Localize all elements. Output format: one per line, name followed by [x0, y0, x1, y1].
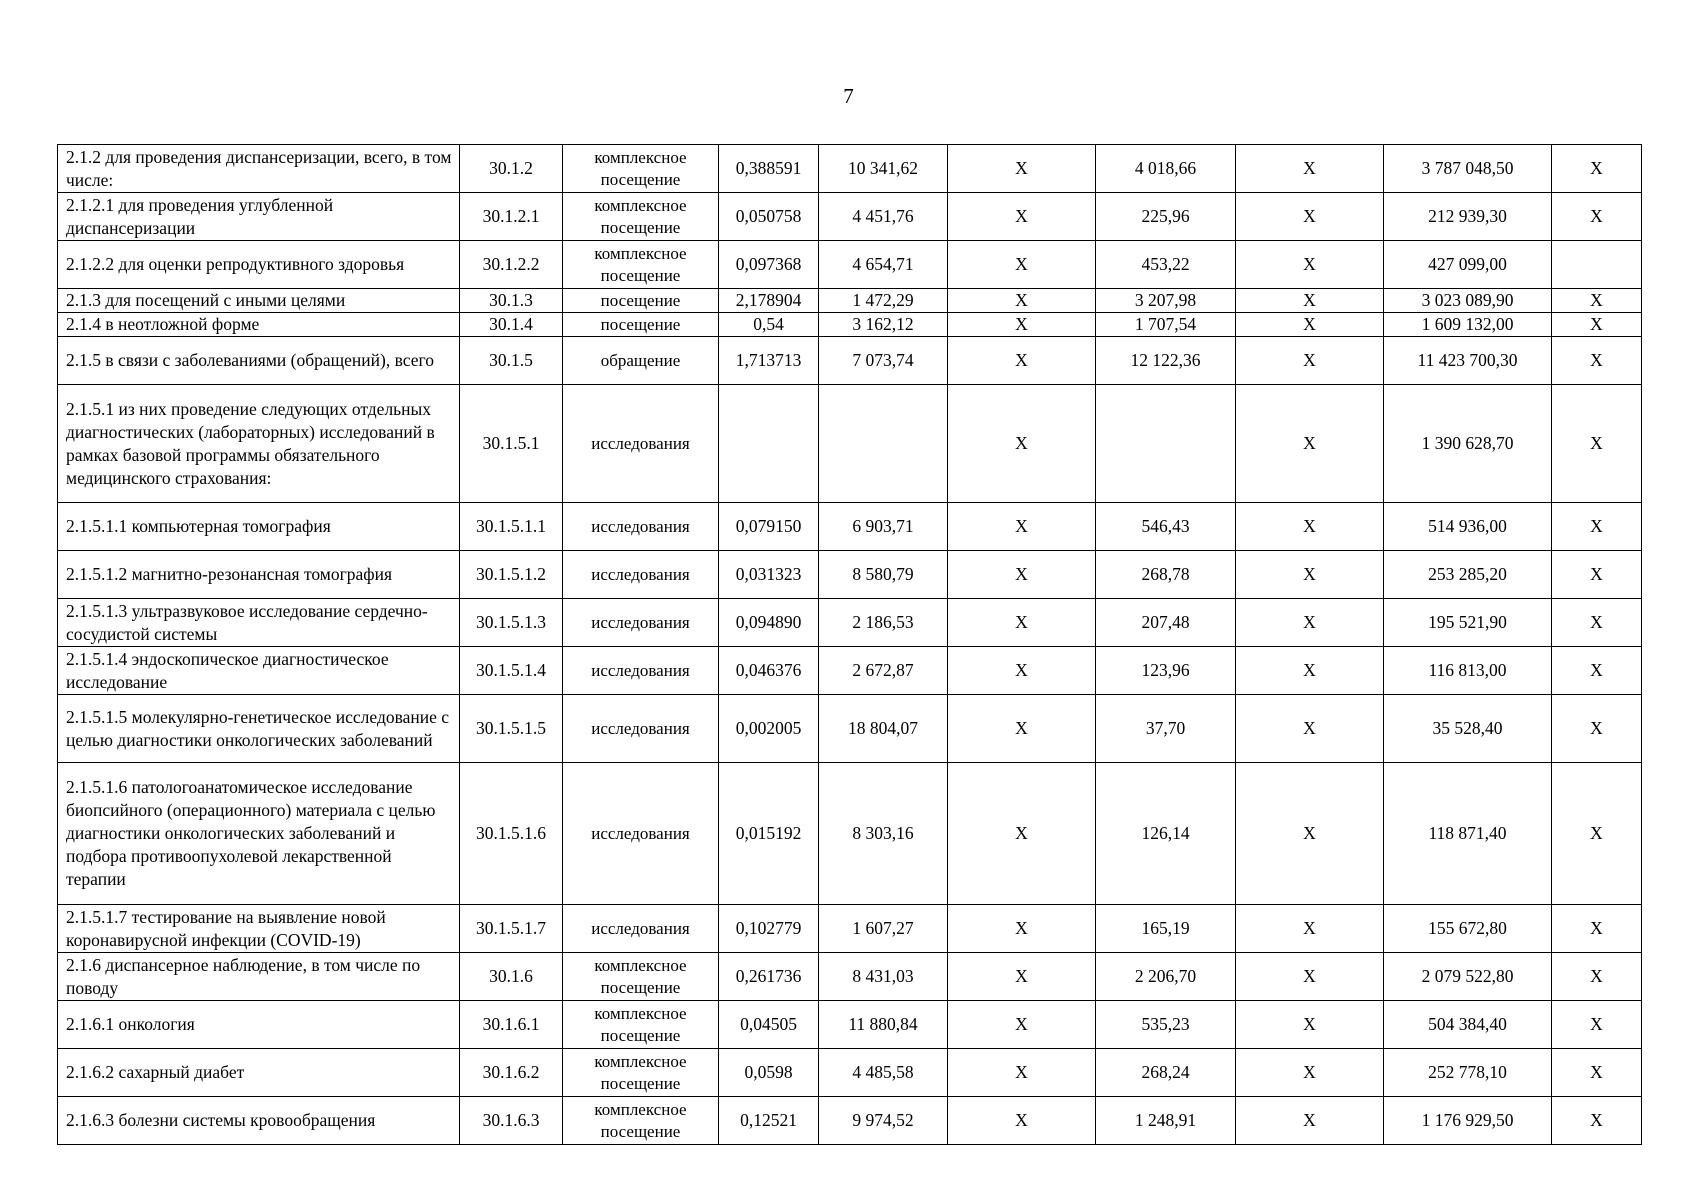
row-cost: 11 880,84: [819, 1001, 948, 1049]
row-norm: 0,031323: [719, 551, 819, 599]
row-col-6: X: [948, 241, 1096, 289]
row-name: 2.1.3 для посещений с иными целями: [58, 289, 460, 313]
row-col-9: 1 176 929,50: [1384, 1097, 1552, 1145]
row-col-7: 225,96: [1096, 193, 1236, 241]
row-col-10: X: [1552, 695, 1642, 763]
row-name: 2.1.5.1.5 молекулярно-генетическое исследование с целью диагностики онкологических заболеваний: [58, 695, 460, 763]
row-unit: обращение: [563, 337, 719, 385]
row-cost: 8 303,16: [819, 763, 948, 905]
row-cost: 4 451,76: [819, 193, 948, 241]
row-col-7: 268,24: [1096, 1049, 1236, 1097]
row-unit: исследования: [563, 503, 719, 551]
row-code: 30.1.5.1.3: [460, 599, 563, 647]
financing-table: [57, 144, 1642, 1145]
row-norm: 0,54: [719, 313, 819, 337]
row-col-9: 514 936,00: [1384, 503, 1552, 551]
table-row: [58, 1049, 1642, 1097]
row-col-6: X: [948, 905, 1096, 953]
row-col-8: X: [1236, 289, 1384, 313]
row-col-7: [1096, 385, 1236, 503]
row-col-9: 252 778,10: [1384, 1049, 1552, 1097]
row-col-8: X: [1236, 1001, 1384, 1049]
row-col-7: 12 122,36: [1096, 337, 1236, 385]
row-norm: [719, 385, 819, 503]
row-col-8: X: [1236, 193, 1384, 241]
row-col-10: X: [1552, 193, 1642, 241]
row-col-6: X: [948, 551, 1096, 599]
row-norm: 0,046376: [719, 647, 819, 695]
row-col-7: 4 018,66: [1096, 145, 1236, 193]
row-code: 30.1.5.1.7: [460, 905, 563, 953]
row-name: 2.1.4 в неотложной форме: [58, 313, 460, 337]
row-col-8: X: [1236, 953, 1384, 1001]
row-col-8: X: [1236, 241, 1384, 289]
row-col-6: X: [948, 145, 1096, 193]
row-cost: 8 580,79: [819, 551, 948, 599]
row-col-6: X: [948, 1049, 1096, 1097]
row-code: 30.1.5.1.1: [460, 503, 563, 551]
row-norm: 0,079150: [719, 503, 819, 551]
row-col-9: 116 813,00: [1384, 647, 1552, 695]
table-row: [58, 313, 1642, 337]
row-col-7: 2 206,70: [1096, 953, 1236, 1001]
row-name: 2.1.5 в связи с заболеваниями (обращений), всего: [58, 337, 460, 385]
row-unit: комплексное посещение: [563, 953, 719, 1001]
row-norm: 0,04505: [719, 1001, 819, 1049]
row-col-10: X: [1552, 551, 1642, 599]
row-col-8: X: [1236, 599, 1384, 647]
row-col-6: X: [948, 313, 1096, 337]
row-name: 2.1.6.1 онкология: [58, 1001, 460, 1049]
row-col-8: X: [1236, 385, 1384, 503]
row-col-6: X: [948, 503, 1096, 551]
row-cost: 18 804,07: [819, 695, 948, 763]
table-row: [58, 599, 1642, 647]
row-norm: 0,388591: [719, 145, 819, 193]
row-code: 30.1.2.1: [460, 193, 563, 241]
row-unit: посещение: [563, 313, 719, 337]
table-row: [58, 763, 1642, 905]
row-norm: 1,713713: [719, 337, 819, 385]
row-col-9: 253 285,20: [1384, 551, 1552, 599]
row-cost: 3 162,12: [819, 313, 948, 337]
row-norm: 0,12521: [719, 1097, 819, 1145]
table-row: [58, 193, 1642, 241]
row-cost: 10 341,62: [819, 145, 948, 193]
row-col-8: X: [1236, 551, 1384, 599]
row-col-10: X: [1552, 763, 1642, 905]
row-col-7: 207,48: [1096, 599, 1236, 647]
table-row: [58, 385, 1642, 503]
row-code: 30.1.3: [460, 289, 563, 313]
row-col-8: X: [1236, 1049, 1384, 1097]
row-code: 30.1.2: [460, 145, 563, 193]
row-code: 30.1.6.1: [460, 1001, 563, 1049]
row-cost: 2 672,87: [819, 647, 948, 695]
row-col-9: 1 390 628,70: [1384, 385, 1552, 503]
row-unit: исследования: [563, 905, 719, 953]
row-col-8: X: [1236, 695, 1384, 763]
row-col-6: X: [948, 763, 1096, 905]
row-norm: 0,102779: [719, 905, 819, 953]
row-col-9: 3 023 089,90: [1384, 289, 1552, 313]
table-row: [58, 1001, 1642, 1049]
row-name: 2.1.2 для проведения диспансеризации, всего, в том числе:: [58, 145, 460, 193]
row-name: 2.1.5.1 из них проведение следующих отдельных диагностических (лабораторных) исследований в рамках базовой программы обязательного медицинского страхования:: [58, 385, 460, 503]
table-row: [58, 337, 1642, 385]
row-col-8: X: [1236, 647, 1384, 695]
table-row: [58, 503, 1642, 551]
table-row: [58, 647, 1642, 695]
row-col-8: X: [1236, 313, 1384, 337]
row-code: 30.1.4: [460, 313, 563, 337]
row-col-6: X: [948, 953, 1096, 1001]
row-col-9: 2 079 522,80: [1384, 953, 1552, 1001]
row-col-7: 453,22: [1096, 241, 1236, 289]
row-code: 30.1.5.1: [460, 385, 563, 503]
row-unit: исследования: [563, 385, 719, 503]
row-name: 2.1.5.1.6 патологоанатомическое исследование биопсийного (операционного) материала с целью диагностики онкологических заболеваний и подбора противоопухолевой лекарственной терапии: [58, 763, 460, 905]
row-col-10: X: [1552, 337, 1642, 385]
row-col-7: 123,96: [1096, 647, 1236, 695]
row-cost: 7 073,74: [819, 337, 948, 385]
row-norm: 0,0598: [719, 1049, 819, 1097]
row-unit: посещение: [563, 289, 719, 313]
row-col-10: X: [1552, 953, 1642, 1001]
row-col-6: X: [948, 385, 1096, 503]
row-col-10: X: [1552, 289, 1642, 313]
row-col-8: X: [1236, 905, 1384, 953]
row-code: 30.1.6.2: [460, 1049, 563, 1097]
row-col-7: 3 207,98: [1096, 289, 1236, 313]
row-col-6: X: [948, 193, 1096, 241]
row-col-6: X: [948, 695, 1096, 763]
row-col-9: 1 609 132,00: [1384, 313, 1552, 337]
row-norm: 2,178904: [719, 289, 819, 313]
table-row: [58, 905, 1642, 953]
row-code: 30.1.6: [460, 953, 563, 1001]
row-col-9: 11 423 700,30: [1384, 337, 1552, 385]
row-code: 30.1.5.1.6: [460, 763, 563, 905]
row-col-10: X: [1552, 145, 1642, 193]
row-col-6: X: [948, 337, 1096, 385]
row-code: 30.1.5.1.5: [460, 695, 563, 763]
row-col-10: X: [1552, 503, 1642, 551]
row-code: 30.1.5.1.2: [460, 551, 563, 599]
row-unit: исследования: [563, 763, 719, 905]
row-norm: 0,002005: [719, 695, 819, 763]
row-col-6: X: [948, 1001, 1096, 1049]
row-cost: 8 431,03: [819, 953, 948, 1001]
row-col-6: X: [948, 289, 1096, 313]
row-unit: комплексное посещение: [563, 145, 719, 193]
row-name: 2.1.6.3 болезни системы кровообращения: [58, 1097, 460, 1145]
row-col-10: X: [1552, 905, 1642, 953]
row-cost: 4 485,58: [819, 1049, 948, 1097]
row-norm: 0,261736: [719, 953, 819, 1001]
row-unit: комплексное посещение: [563, 193, 719, 241]
table-row: [58, 953, 1642, 1001]
row-unit: комплексное посещение: [563, 1097, 719, 1145]
row-norm: 0,050758: [719, 193, 819, 241]
row-col-10: [1552, 241, 1642, 289]
page-number: 7: [843, 84, 854, 108]
row-col-9: 3 787 048,50: [1384, 145, 1552, 193]
row-col-7: 165,19: [1096, 905, 1236, 953]
row-col-6: X: [948, 1097, 1096, 1145]
row-col-10: X: [1552, 1097, 1642, 1145]
row-col-7: 1 707,54: [1096, 313, 1236, 337]
row-unit: исследования: [563, 647, 719, 695]
row-col-8: X: [1236, 763, 1384, 905]
row-col-10: X: [1552, 647, 1642, 695]
row-unit: комплексное посещение: [563, 1049, 719, 1097]
row-col-10: X: [1552, 313, 1642, 337]
row-col-7: 546,43: [1096, 503, 1236, 551]
row-name: 2.1.5.1.1 компьютерная томография: [58, 503, 460, 551]
row-cost: 1 472,29: [819, 289, 948, 313]
row-col-9: 504 384,40: [1384, 1001, 1552, 1049]
row-cost: [819, 385, 948, 503]
row-cost: 1 607,27: [819, 905, 948, 953]
row-name: 2.1.5.1.2 магнитно-резонансная томография: [58, 551, 460, 599]
row-unit: исследования: [563, 551, 719, 599]
row-col-10: X: [1552, 1049, 1642, 1097]
row-col-9: 155 672,80: [1384, 905, 1552, 953]
row-code: 30.1.2.2: [460, 241, 563, 289]
row-col-8: X: [1236, 145, 1384, 193]
row-cost: 9 974,52: [819, 1097, 948, 1145]
row-col-10: X: [1552, 599, 1642, 647]
row-col-9: 195 521,90: [1384, 599, 1552, 647]
row-col-7: 1 248,91: [1096, 1097, 1236, 1145]
row-name: 2.1.5.1.4 эндоскопическое диагностическое исследование: [58, 647, 460, 695]
table-row: [58, 241, 1642, 289]
row-col-9: 212 939,30: [1384, 193, 1552, 241]
row-name: 2.1.2.2 для оценки репродуктивного здоровья: [58, 241, 460, 289]
row-col-8: X: [1236, 337, 1384, 385]
row-col-8: X: [1236, 1097, 1384, 1145]
row-norm: 0,015192: [719, 763, 819, 905]
row-cost: 6 903,71: [819, 503, 948, 551]
row-col-7: 37,70: [1096, 695, 1236, 763]
row-unit: исследования: [563, 599, 719, 647]
row-unit: комплексное посещение: [563, 241, 719, 289]
row-col-9: 118 871,40: [1384, 763, 1552, 905]
row-cost: 4 654,71: [819, 241, 948, 289]
row-col-7: 268,78: [1096, 551, 1236, 599]
row-col-7: 126,14: [1096, 763, 1236, 905]
table-row: [58, 289, 1642, 313]
row-col-10: X: [1552, 385, 1642, 503]
row-col-6: X: [948, 647, 1096, 695]
table-row: [58, 1097, 1642, 1145]
row-col-9: 427 099,00: [1384, 241, 1552, 289]
table-row: [58, 695, 1642, 763]
row-code: 30.1.5.1.4: [460, 647, 563, 695]
table-row: [58, 145, 1642, 193]
row-col-7: 535,23: [1096, 1001, 1236, 1049]
row-norm: 0,097368: [719, 241, 819, 289]
row-name: 2.1.6.2 сахарный диабет: [58, 1049, 460, 1097]
row-code: 30.1.5: [460, 337, 563, 385]
row-code: 30.1.6.3: [460, 1097, 563, 1145]
row-norm: 0,094890: [719, 599, 819, 647]
row-name: 2.1.5.1.3 ультразвуковое исследование сердечно-сосудистой системы: [58, 599, 460, 647]
row-cost: 2 186,53: [819, 599, 948, 647]
row-col-9: 35 528,40: [1384, 695, 1552, 763]
row-name: 2.1.5.1.7 тестирование на выявление новой коронавирусной инфекции (COVID-19): [58, 905, 460, 953]
row-col-6: X: [948, 599, 1096, 647]
row-unit: исследования: [563, 695, 719, 763]
row-unit: комплексное посещение: [563, 1001, 719, 1049]
row-col-10: X: [1552, 1001, 1642, 1049]
table-row: [58, 551, 1642, 599]
row-col-8: X: [1236, 503, 1384, 551]
row-name: 2.1.2.1 для проведения углубленной диспансеризации: [58, 193, 460, 241]
row-name: 2.1.6 диспансерное наблюдение, в том числе по поводу: [58, 953, 460, 1001]
